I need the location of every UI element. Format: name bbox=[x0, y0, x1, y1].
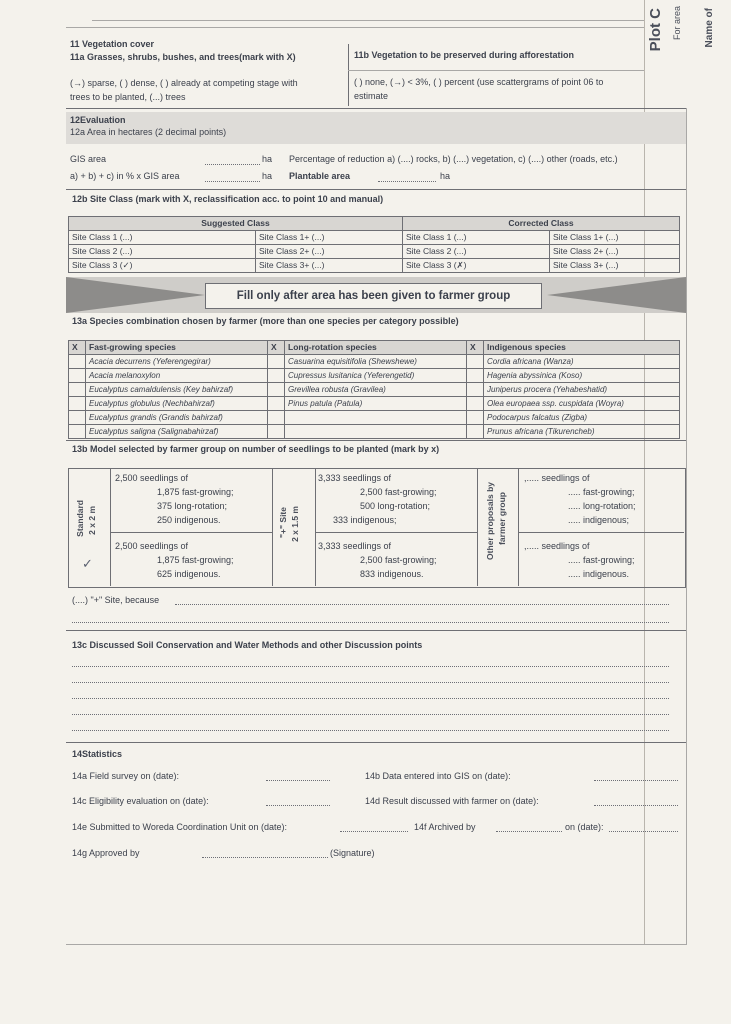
site-class-table bbox=[68, 216, 680, 273]
s13b-bottom-rule bbox=[66, 630, 686, 631]
s11b-line1: ( ) none, (→) < 3%, ( ) percent (use scattergrams of point 06 to bbox=[354, 77, 604, 87]
species-mark-cell[interactable] bbox=[467, 411, 484, 425]
field-survey-label: 14a Field survey on (date): bbox=[72, 771, 180, 781]
fast-species-cell: Eucalyptus globulus (Nechbahirzaf) bbox=[86, 397, 268, 411]
species-row bbox=[69, 369, 680, 383]
long-species-cell bbox=[285, 411, 467, 425]
species-mark-cell[interactable] bbox=[69, 411, 86, 425]
model-option-line: 2,500 seedlings of bbox=[115, 473, 189, 483]
fast-species-cell: Acacia melanoxylon bbox=[86, 369, 268, 383]
s13c-bottom-rule bbox=[66, 742, 686, 743]
indig-species-cell: Juniperus procera (Yehabeshatid) bbox=[484, 383, 680, 397]
species-row bbox=[69, 411, 680, 425]
model-option-line: ..... fast-growing; bbox=[568, 487, 635, 497]
formula-label: a) + b) + c) in % x GIS area bbox=[70, 171, 180, 181]
plantable-label: Plantable area bbox=[289, 171, 351, 181]
discussion-line[interactable] bbox=[72, 666, 669, 667]
model-option-line: ,..... seedlings of bbox=[524, 473, 590, 483]
model-hrule bbox=[518, 532, 684, 533]
eligibility-label: 14c Eligibility evaluation on (date): bbox=[72, 796, 209, 806]
x-col-head: X bbox=[268, 341, 285, 355]
site-class-cell[interactable]: Site Class 3+ (...) bbox=[550, 259, 680, 273]
s12b-title: 12b Site Class (mark with X, reclassification acc. to point 10 and manual) bbox=[72, 194, 384, 204]
long-head: Long-rotation species bbox=[285, 341, 467, 355]
site-class-cell[interactable]: Site Class 3+ (...) bbox=[256, 259, 403, 273]
long-species-cell: Cupressus lusitanica (Yeferengetid) bbox=[285, 369, 467, 383]
long-species-cell: Grevillea robusta (Gravilea) bbox=[285, 383, 467, 397]
species-mark-cell[interactable] bbox=[467, 383, 484, 397]
plus-site-spacing: 2 x 1.5 m bbox=[290, 506, 300, 542]
right-margin-rule bbox=[686, 108, 687, 945]
discussion-line[interactable] bbox=[72, 714, 669, 715]
species-row bbox=[69, 355, 680, 369]
indig-head: Indigenous species bbox=[484, 341, 680, 355]
x-col-head: X bbox=[69, 341, 86, 355]
indig-species-cell: Hagenia abyssinica (Koso) bbox=[484, 369, 680, 383]
result-discussed-field[interactable] bbox=[594, 805, 678, 806]
gis-area-label: GIS area bbox=[70, 154, 107, 164]
s13c-title: 13c Discussed Soil Conservation and Water Methods and other Discussion points bbox=[72, 640, 423, 650]
model-option-line: 250 indigenous. bbox=[157, 515, 221, 525]
species-mark-cell[interactable] bbox=[268, 383, 285, 397]
gis-area-field[interactable] bbox=[205, 164, 260, 165]
other-proposals-label: Other proposals by bbox=[485, 482, 495, 560]
species-mark-cell[interactable] bbox=[467, 425, 484, 439]
reduction-label: Percentage of reduction a) (....) rocks, b) (....) vegetation, c) (....) other (roads, etc.) bbox=[289, 154, 618, 164]
species-mark-cell[interactable] bbox=[268, 355, 285, 369]
checkmark-icon: ✓ bbox=[82, 557, 93, 572]
s11a-line2: trees to be planted, (...) trees bbox=[70, 92, 186, 102]
for-area-label: For area bbox=[672, 6, 682, 41]
plus-site-label: "+" Site bbox=[278, 507, 288, 538]
s11-title: 11 Vegetation cover bbox=[70, 39, 155, 49]
fast-head: Fast-growing species bbox=[86, 341, 268, 355]
indig-species-cell: Podocarpus falcatus (Zigba) bbox=[484, 411, 680, 425]
long-species-cell bbox=[285, 425, 467, 439]
model-option-line: 2,500 fast-growing; bbox=[360, 555, 437, 565]
s11a-title: 11a Grasses, shrubs, bushes, and trees(mark with X) bbox=[70, 52, 296, 62]
discussion-line[interactable] bbox=[72, 682, 669, 683]
fast-species-cell: Eucalyptus saligna (Salignabahirzaf) bbox=[86, 425, 268, 439]
model-option-line: ..... fast-growing; bbox=[568, 555, 635, 565]
s11b-title: 11b Vegetation to be preserved during afforestation bbox=[354, 50, 575, 60]
archived-date-label: on (date): bbox=[565, 822, 604, 832]
fast-species-cell: Acacia decurrens (Yeferengegirar) bbox=[86, 355, 268, 369]
s13b-title: 13b Model selected by farmer group on number of seedlings to be planted (mark by x) bbox=[72, 444, 440, 454]
approved-label: 14g Approved by bbox=[72, 848, 140, 858]
species-mark-cell[interactable] bbox=[467, 397, 484, 411]
other-proposals-label2: farmer group bbox=[497, 492, 507, 545]
model-option-line: 375 long-rotation; bbox=[157, 501, 228, 511]
s13a-bottom-rule bbox=[66, 440, 686, 441]
model-option-line: 1,875 fast-growing; bbox=[157, 487, 234, 497]
species-row bbox=[69, 383, 680, 397]
model-divider bbox=[315, 469, 316, 586]
model-option-line: 2,500 seedlings of bbox=[115, 541, 189, 551]
site-class-row bbox=[69, 259, 680, 273]
s12a-title: 12a Area in hectares (2 decimal points) bbox=[70, 127, 227, 137]
suggested-class-head: Suggested Class bbox=[69, 217, 403, 231]
model-option-line: 333 indigenous; bbox=[333, 515, 397, 525]
species-mark-cell[interactable] bbox=[69, 425, 86, 439]
discussion-line[interactable] bbox=[72, 730, 669, 731]
long-species-cell: Pinus patula (Patula) bbox=[285, 397, 467, 411]
species-mark-cell[interactable] bbox=[268, 369, 285, 383]
archived-by-field[interactable] bbox=[496, 831, 562, 832]
s11-divider bbox=[348, 44, 349, 106]
gis-entry-label: 14b Data entered into GIS on (date): bbox=[365, 771, 511, 781]
gis-area-unit: ha bbox=[262, 154, 273, 164]
site-class-cell[interactable]: Site Class 2+ (...) bbox=[550, 245, 680, 259]
site-class-cell[interactable]: Site Class 1+ (...) bbox=[550, 231, 680, 245]
model-divider bbox=[110, 469, 111, 586]
species-mark-cell[interactable] bbox=[69, 383, 86, 397]
species-row bbox=[69, 397, 680, 411]
species-mark-cell[interactable] bbox=[69, 355, 86, 369]
site-class-cell[interactable]: Site Class 3 (✓) bbox=[69, 259, 256, 273]
indig-species-cell: Olea europaea ssp. cuspidata (Woyra) bbox=[484, 397, 680, 411]
formula-unit: ha bbox=[262, 171, 273, 181]
species-mark-cell[interactable] bbox=[69, 369, 86, 383]
top-border bbox=[92, 20, 644, 21]
fill-banner: Fill only after area has been given to farmer group bbox=[205, 283, 542, 309]
result-discussed-label: 14d Result discussed with farmer on (date): bbox=[365, 796, 539, 806]
model-option-line: 3,333 seedlings of bbox=[318, 541, 392, 551]
corrected-class-head: Corrected Class bbox=[403, 217, 680, 231]
approved-field[interactable] bbox=[202, 857, 328, 858]
model-option-line: 500 long-rotation; bbox=[360, 501, 431, 511]
s11b-rule bbox=[348, 70, 644, 71]
site-class-cell[interactable]: Site Class 1+ (...) bbox=[256, 231, 403, 245]
name-of-label: Name of bbox=[704, 8, 715, 48]
s11-bottom-rule bbox=[66, 108, 686, 109]
field-survey-field[interactable] bbox=[266, 780, 330, 781]
model-option-line: 2,500 fast-growing; bbox=[360, 487, 437, 497]
model-option-line: 833 indigenous. bbox=[360, 569, 424, 579]
model-divider bbox=[477, 469, 478, 586]
species-table bbox=[68, 340, 680, 439]
indig-species-cell: Prunus africana (Tikurencheb) bbox=[484, 425, 680, 439]
standard-label: Standard bbox=[75, 500, 85, 537]
s12-title: 12Evaluation bbox=[70, 115, 126, 125]
archived-label: 14f Archived by bbox=[414, 822, 476, 832]
species-mark-cell[interactable] bbox=[268, 425, 285, 439]
species-mark-cell[interactable] bbox=[467, 369, 484, 383]
species-mark-cell[interactable] bbox=[268, 397, 285, 411]
site-class-cell[interactable]: Site Class 1 (...) bbox=[69, 231, 256, 245]
site-class-cell[interactable]: Site Class 2 (...) bbox=[403, 245, 550, 259]
species-mark-cell[interactable] bbox=[268, 411, 285, 425]
model-divider bbox=[272, 469, 273, 586]
model-hrule bbox=[110, 532, 273, 533]
signature-label: (Signature) bbox=[330, 848, 375, 858]
fast-species-cell: Eucalyptus camaldulensis (Key bahirzaf) bbox=[86, 383, 268, 397]
because-field-2[interactable] bbox=[72, 622, 669, 623]
indig-species-cell: Cordia africana (Wanza) bbox=[484, 355, 680, 369]
plot-label: Plot C bbox=[647, 8, 664, 52]
fast-species-cell: Eucalyptus grandis (Grandis bahirzaf) bbox=[86, 411, 268, 425]
model-option-line: 3,333 seedlings of bbox=[318, 473, 392, 483]
archived-date-field[interactable] bbox=[609, 831, 678, 832]
gis-entry-field[interactable] bbox=[594, 780, 678, 781]
standard-spacing: 2 x 2 m bbox=[87, 506, 97, 535]
model-divider bbox=[518, 469, 519, 586]
s14-title: 14Statistics bbox=[72, 749, 123, 759]
model-option-line: ..... long-rotation; bbox=[568, 501, 636, 511]
s11a-line1: (→) sparse, ( ) dense, ( ) already at competing stage with bbox=[70, 78, 298, 88]
submitted-field[interactable] bbox=[340, 831, 408, 832]
plantable-unit: ha bbox=[440, 171, 451, 181]
site-class-cell[interactable]: Site Class 2+ (...) bbox=[256, 245, 403, 259]
species-mark-cell[interactable] bbox=[467, 355, 484, 369]
submitted-label: 14e Submitted to Woreda Coordination Unit on (date): bbox=[72, 822, 287, 832]
model-option-line: ..... indigenous; bbox=[568, 515, 630, 525]
model-option-line: ..... indigenous. bbox=[568, 569, 630, 579]
because-label: (....) "+" Site, because bbox=[72, 595, 160, 605]
top-border-2 bbox=[66, 27, 644, 28]
bottom-border bbox=[66, 944, 686, 945]
site-class-cell[interactable]: Site Class 1 (...) bbox=[403, 231, 550, 245]
s12a-bottom-rule bbox=[66, 189, 686, 190]
long-species-cell: Casuarina equisitifolia (Shewshewe) bbox=[285, 355, 467, 369]
model-hrule bbox=[315, 532, 478, 533]
model-option-line: 1,875 fast-growing; bbox=[157, 555, 234, 565]
site-class-cell[interactable]: Site Class 2 (...) bbox=[69, 245, 256, 259]
model-option-line: 625 indigenous. bbox=[157, 569, 221, 579]
plantable-field[interactable] bbox=[378, 181, 436, 182]
x-col-head: X bbox=[467, 341, 484, 355]
s13a-title: 13a Species combination chosen by farmer (more than one species per category possible) bbox=[72, 316, 459, 326]
formula-field[interactable] bbox=[205, 181, 260, 182]
site-class-cell[interactable]: Site Class 3 (✗) bbox=[403, 259, 550, 273]
s11b-line2: estimate bbox=[354, 91, 389, 101]
site-class-row bbox=[69, 245, 680, 259]
site-class-row bbox=[69, 231, 680, 245]
model-option-line: ,..... seedlings of bbox=[524, 541, 590, 551]
eligibility-field[interactable] bbox=[266, 805, 330, 806]
because-field[interactable] bbox=[175, 604, 669, 605]
discussion-line[interactable] bbox=[72, 698, 669, 699]
species-row bbox=[69, 425, 680, 439]
species-mark-cell[interactable] bbox=[69, 397, 86, 411]
